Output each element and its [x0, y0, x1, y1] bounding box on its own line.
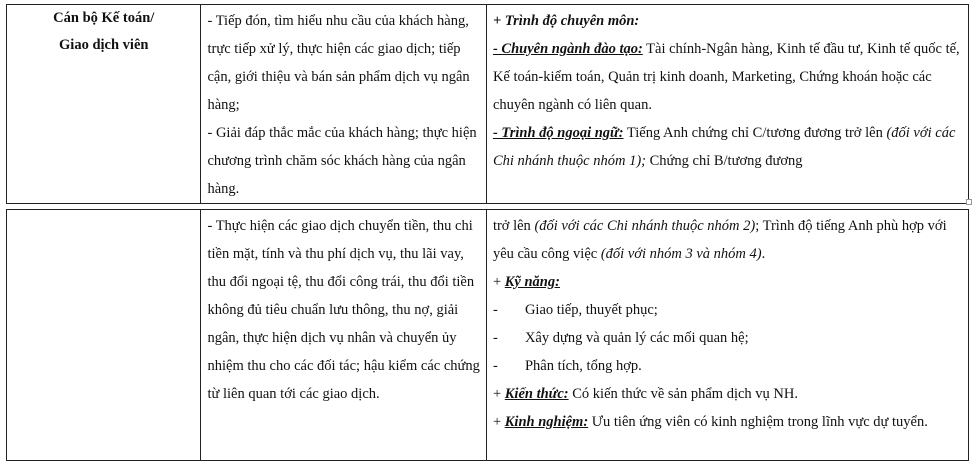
role-cell	[7, 5, 201, 204]
job-table-part-2	[6, 209, 969, 461]
skill-item: - Xây dựng và quản lý các mối quan hệ;	[492, 330, 749, 346]
table-resize-handle[interactable]	[966, 199, 972, 205]
requirements-cell	[486, 5, 968, 204]
major-requirement: - Chuyên ngành đào tạo: Tài chính-Ngân hàng, Kinh tế đầu tư, Kinh tế quốc tế, Kế toán-kiểm toán, Quản trị kinh doanh, Marketing, Chứng khoán hoặc các chuyên ngành có liên quan.	[492, 41, 960, 113]
skills-heading: + Kỹ năng:	[492, 274, 560, 290]
role-title-line-2: Giao dịch viên	[59, 37, 149, 53]
duties-cell	[201, 5, 486, 204]
requirements-cell	[486, 210, 968, 461]
expertise-heading: + Trình độ chuyên môn:	[492, 13, 640, 29]
duties-cell	[201, 210, 486, 461]
duty-item: - Tiếp đón, tìm hiểu nhu cầu của khách hàng, trực tiếp xử lý, thực hiện các giao dịch; tiếp cận, giới thiệu và bán sản phẩm dịch vụ ngân hàng;	[207, 13, 470, 113]
table-row	[7, 5, 969, 204]
experience-requirement: + Kinh nghiệm: Ưu tiên ứng viên có kinh nghiệm trong lĩnh vực dự tuyển.	[492, 414, 928, 430]
role-title-line-1: Cán bộ Kế toán/	[53, 10, 155, 26]
role-cell-empty	[7, 210, 201, 461]
knowledge-requirement: + Kiến thức: Có kiến thức về sản phẩm dịch vụ NH.	[492, 386, 798, 402]
language-requirement: - Trình độ ngoại ngữ: Tiếng Anh chứng chỉ C/tương đương trở lên (đối với các Chi nhánh thuộc nhóm 1); Chứng chỉ B/tương đương	[492, 125, 956, 169]
duty-item: - Giải đáp thắc mắc của khách hàng; thực hiện chương trình chăm sóc khách hàng của ngân hàng.	[207, 125, 477, 197]
language-requirement-continued: trở lên (đối với các Chi nhánh thuộc nhóm 2); Trình độ tiếng Anh phù hợp với yêu cầu công việc (đối với nhóm 3 và nhóm 4).	[492, 218, 947, 262]
skill-item: - Phân tích, tổng hợp.	[492, 358, 642, 374]
job-table-part-1	[6, 4, 969, 204]
skill-item: - Giao tiếp, thuyết phục;	[492, 302, 658, 318]
table-row	[7, 210, 969, 461]
duty-item: - Thực hiện các giao dịch chuyển tiền, thu chi tiền mặt, tính và thu phí dịch vụ, thu lãi vay, thu đổi ngoại tệ, thu đổi công trái, thu đổi tiền không đủ tiêu chuẩn lưu thông, thu nợ, giải ngân, thực hiện dịch vụ nhân và chuyển ủy nhiệm thu cho các đối tác; hậu kiểm các chứng từ liên quan tới các giao dịch.	[207, 218, 480, 402]
